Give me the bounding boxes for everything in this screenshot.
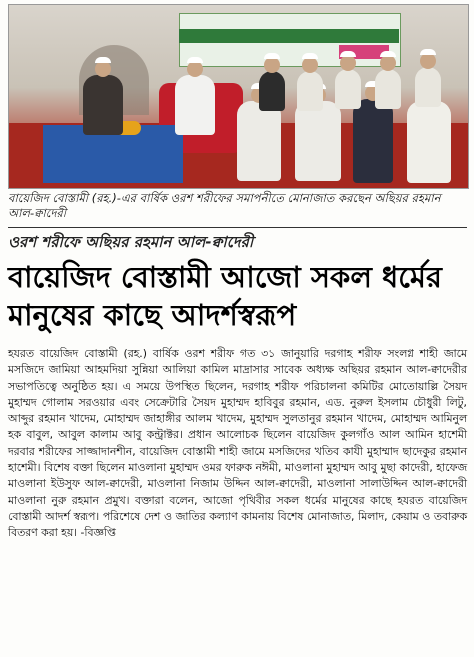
person-figure [295, 101, 341, 181]
photo-caption: বায়েজিদ বোস্তামী (রহ.)-এর বার্ষিক ওরশ শরীফের সমাপনীতে মোনাজাত করছেন অছিয়র রহমান আল-ক্বাদেরী [8, 191, 441, 220]
person-figure [415, 67, 441, 107]
article-body [8, 346, 467, 542]
divider [8, 227, 467, 228]
person-figure [353, 99, 393, 183]
person-figure [237, 101, 281, 181]
banner-stripe [179, 29, 399, 43]
person-figure [335, 69, 361, 109]
person-figure [259, 71, 285, 111]
article-paragraph: হযরত বায়েজিদ বোস্তামী (রহ.) বার্ষিক ওরশ শরীফ গত ৩১ জানুয়ারি দরগাহ শরীফ সংলগ্ন শাহী জামে মসজিদে জামিয়া আহমদিয়া সুন্নিয়া আলিয়া কামিল মাদ্রাসার সাবেক অধ্যক্ষ অছিয়র রহমান আল-ক্বাদেরীর সভাপতিত্বে অনুষ্ঠিত হয়। এ সময়ে উপস্থিত ছিলেন, দরগাহ শরীফ পরিচালনা কমিটির মোতোয়াল্লি সৈয়দ মুহাম্মদ গোলাম সরওয়ার এবং সেক্রেটারি সৈয়দ মুহাম্মদ হাবিবুর রহমান, এড. নুরুল ইসলাম চৌধুরী লিটু, আব্দুর রহমান খাদেম, মোহাম্মদ জাহাঙ্গীর আলম খাদেম, মুহাম্মদ সুলতানুর রহমান খাদেম, মোহাম্মদ আমিনুল হক বাবুল, আবুল কালাম আবু কন্ট্রাক্টর। প্রধান আলোচক ছিলেন বায়েজিদ কুলগাঁও আল আমিন হাশেমী দরবার শরীফের সাজ্জাদানশীন, বায়েজিদ বোস্তামী শাহী জামে মসজিদের খতিব কাযী মুহাম্মাদ ছাদেকুর রহমান হাশেমী। বিশেষ বক্তা ছিলেন মাওলানা মুহাম্মদ ওমর ফারুক নঈমী, মাওলানা মুহাম্মদ আবু মুছা কাদেরী, হাফেজ মাওলানা ইউসুফ আল-ক্বাদেরী, মাওলানা নিজাম উদ্দিন আল-ক্বাদেরী, মাওলানা সালাউদ্দিন আল-ক্বাদেরী মাওলানা নুরু রহমান প্রমুখ। বক্তারা বলেন, আজো পৃথিবীর সকল ধর্মের মানুষের কাছে হযরত বায়েজিদ বোস্তামী আদর্শ স্বরূপ। পরিশেষে দেশ ও জাতির কল্যাণ কামনায় বিশেষ মোনাজাত, মিলাদ, কেয়াম ও তবারুক বিতরণ করা হয়। -বিজ্ঞপ্তি [8, 347, 467, 540]
event-photo [8, 4, 469, 189]
person-figure [375, 69, 401, 109]
person-figure [297, 71, 323, 111]
sub-headline: ওরশ শরীফে অছিয়র রহমান আল-ক্বাদেরী [8, 233, 254, 251]
person-figure [175, 75, 215, 135]
headline: বায়েজিদ বোস্তামী আজো সকল ধর্মের মানুষের কাছে আদর্শস্বরূপ [8, 260, 442, 332]
person-figure [83, 75, 123, 135]
person-figure [407, 101, 451, 183]
